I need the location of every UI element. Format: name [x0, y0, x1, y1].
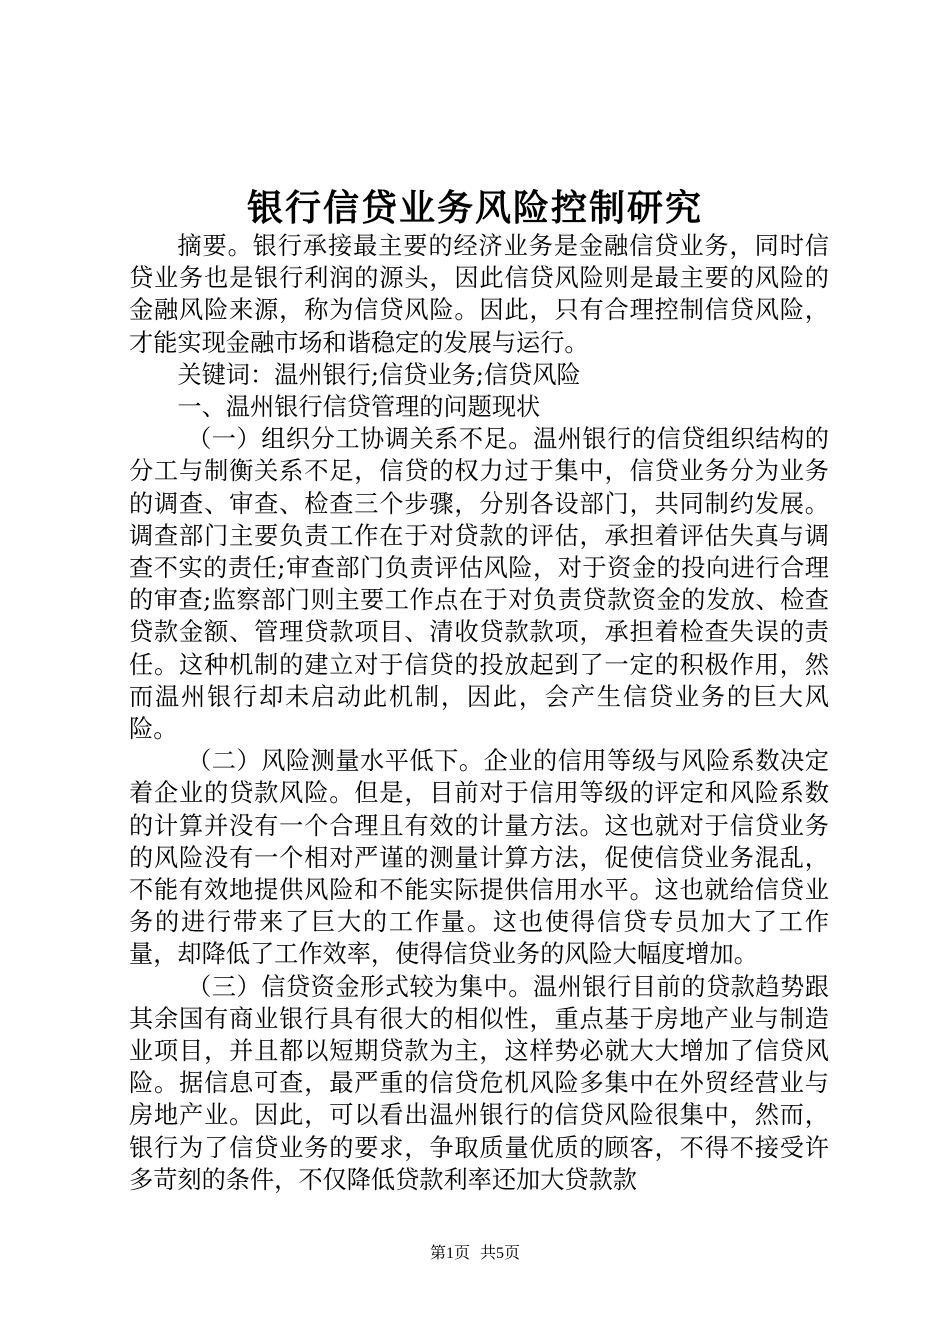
body-paragraph: （三）信贷资金形式较为集中。温州银行目前的贷款趋势跟其余国有商业银行具有很大的相似性，重点基于房地产业与制造业项目，并且都以短期贷款为主，这样势必就大大增加了信贷风险。据信息可查，最严重的信贷危机风险多集中在外贸经营业与房地产业。因此，可以看出温州银行的信贷风险很集中，然而，银行为了信贷业务的要求，争取质量优质的顾客，不得不接受许多苛刻的条件，不仅降低贷款利率还加大贷款款: [129, 972, 829, 1194]
section-heading: 一、温州银行信贷管理的问题现状: [177, 393, 541, 422]
document-title: 银行信贷业务风险控制研究: [246, 187, 703, 229]
page-number: 第1页: [429, 1245, 470, 1262]
body-paragraph: （一）组织分工协调关系不足。温州银行的信贷组织结构的分工与制衡关系不足，信贷的权力过于集中，信贷业务分为业务的调查、审查、检查三个步骤，分别各设部门，共同制约发展。调查部门主要负责工作在于对贷款的评估，承担着评估失真与调查不实的责任;审查部门负责评估风险，对于资金的投向进行合理的审查;监察部门则主要工作点在于对负责贷款资金的发放、检查贷款金额、管理贷款项目、清收贷款款项，承担着检查失误的责任。这种机制的建立对于信贷的投放起到了一定的积极作用，然而温州银行却未启动此机制，因此，会产生信贷业务的巨大风险。: [129, 425, 829, 744]
page-footer: [0, 1244, 950, 1264]
keywords-paragraph: 关键词：温州银行;信贷业务;信贷风险: [177, 360, 581, 389]
page-total: 共5页: [480, 1245, 521, 1262]
body-paragraph: （二）风险测量水平低下。企业的信用等级与风险系数决定着企业的贷款风险。但是，目前对于信用等级的评定和风险系数的计算并没有一个合理且有效的计量方法。这也就对于信贷业务的风险没有一个相对严谨的测量计算方法，促使信贷业务混乱，不能有效地提供风险和不能实际提供信用水平。这也就给信贷业务的进行带来了巨大的工作量。这也使得信贷专员加大了工作量，却降低了工作效率，使得信贷业务的风险大幅度增加。: [129, 747, 829, 969]
document-body: [129, 230, 829, 1196]
abstract-paragraph: 摘要。银行承接最主要的经济业务是金融信贷业务，同时信贷业务也是银行利润的源头，因此信贷风险则是最主要的风险的金融风险来源，称为信贷风险。因此，只有合理控制信贷风险，才能实现金融市场和谐稳定的发展与运行。: [129, 232, 829, 357]
